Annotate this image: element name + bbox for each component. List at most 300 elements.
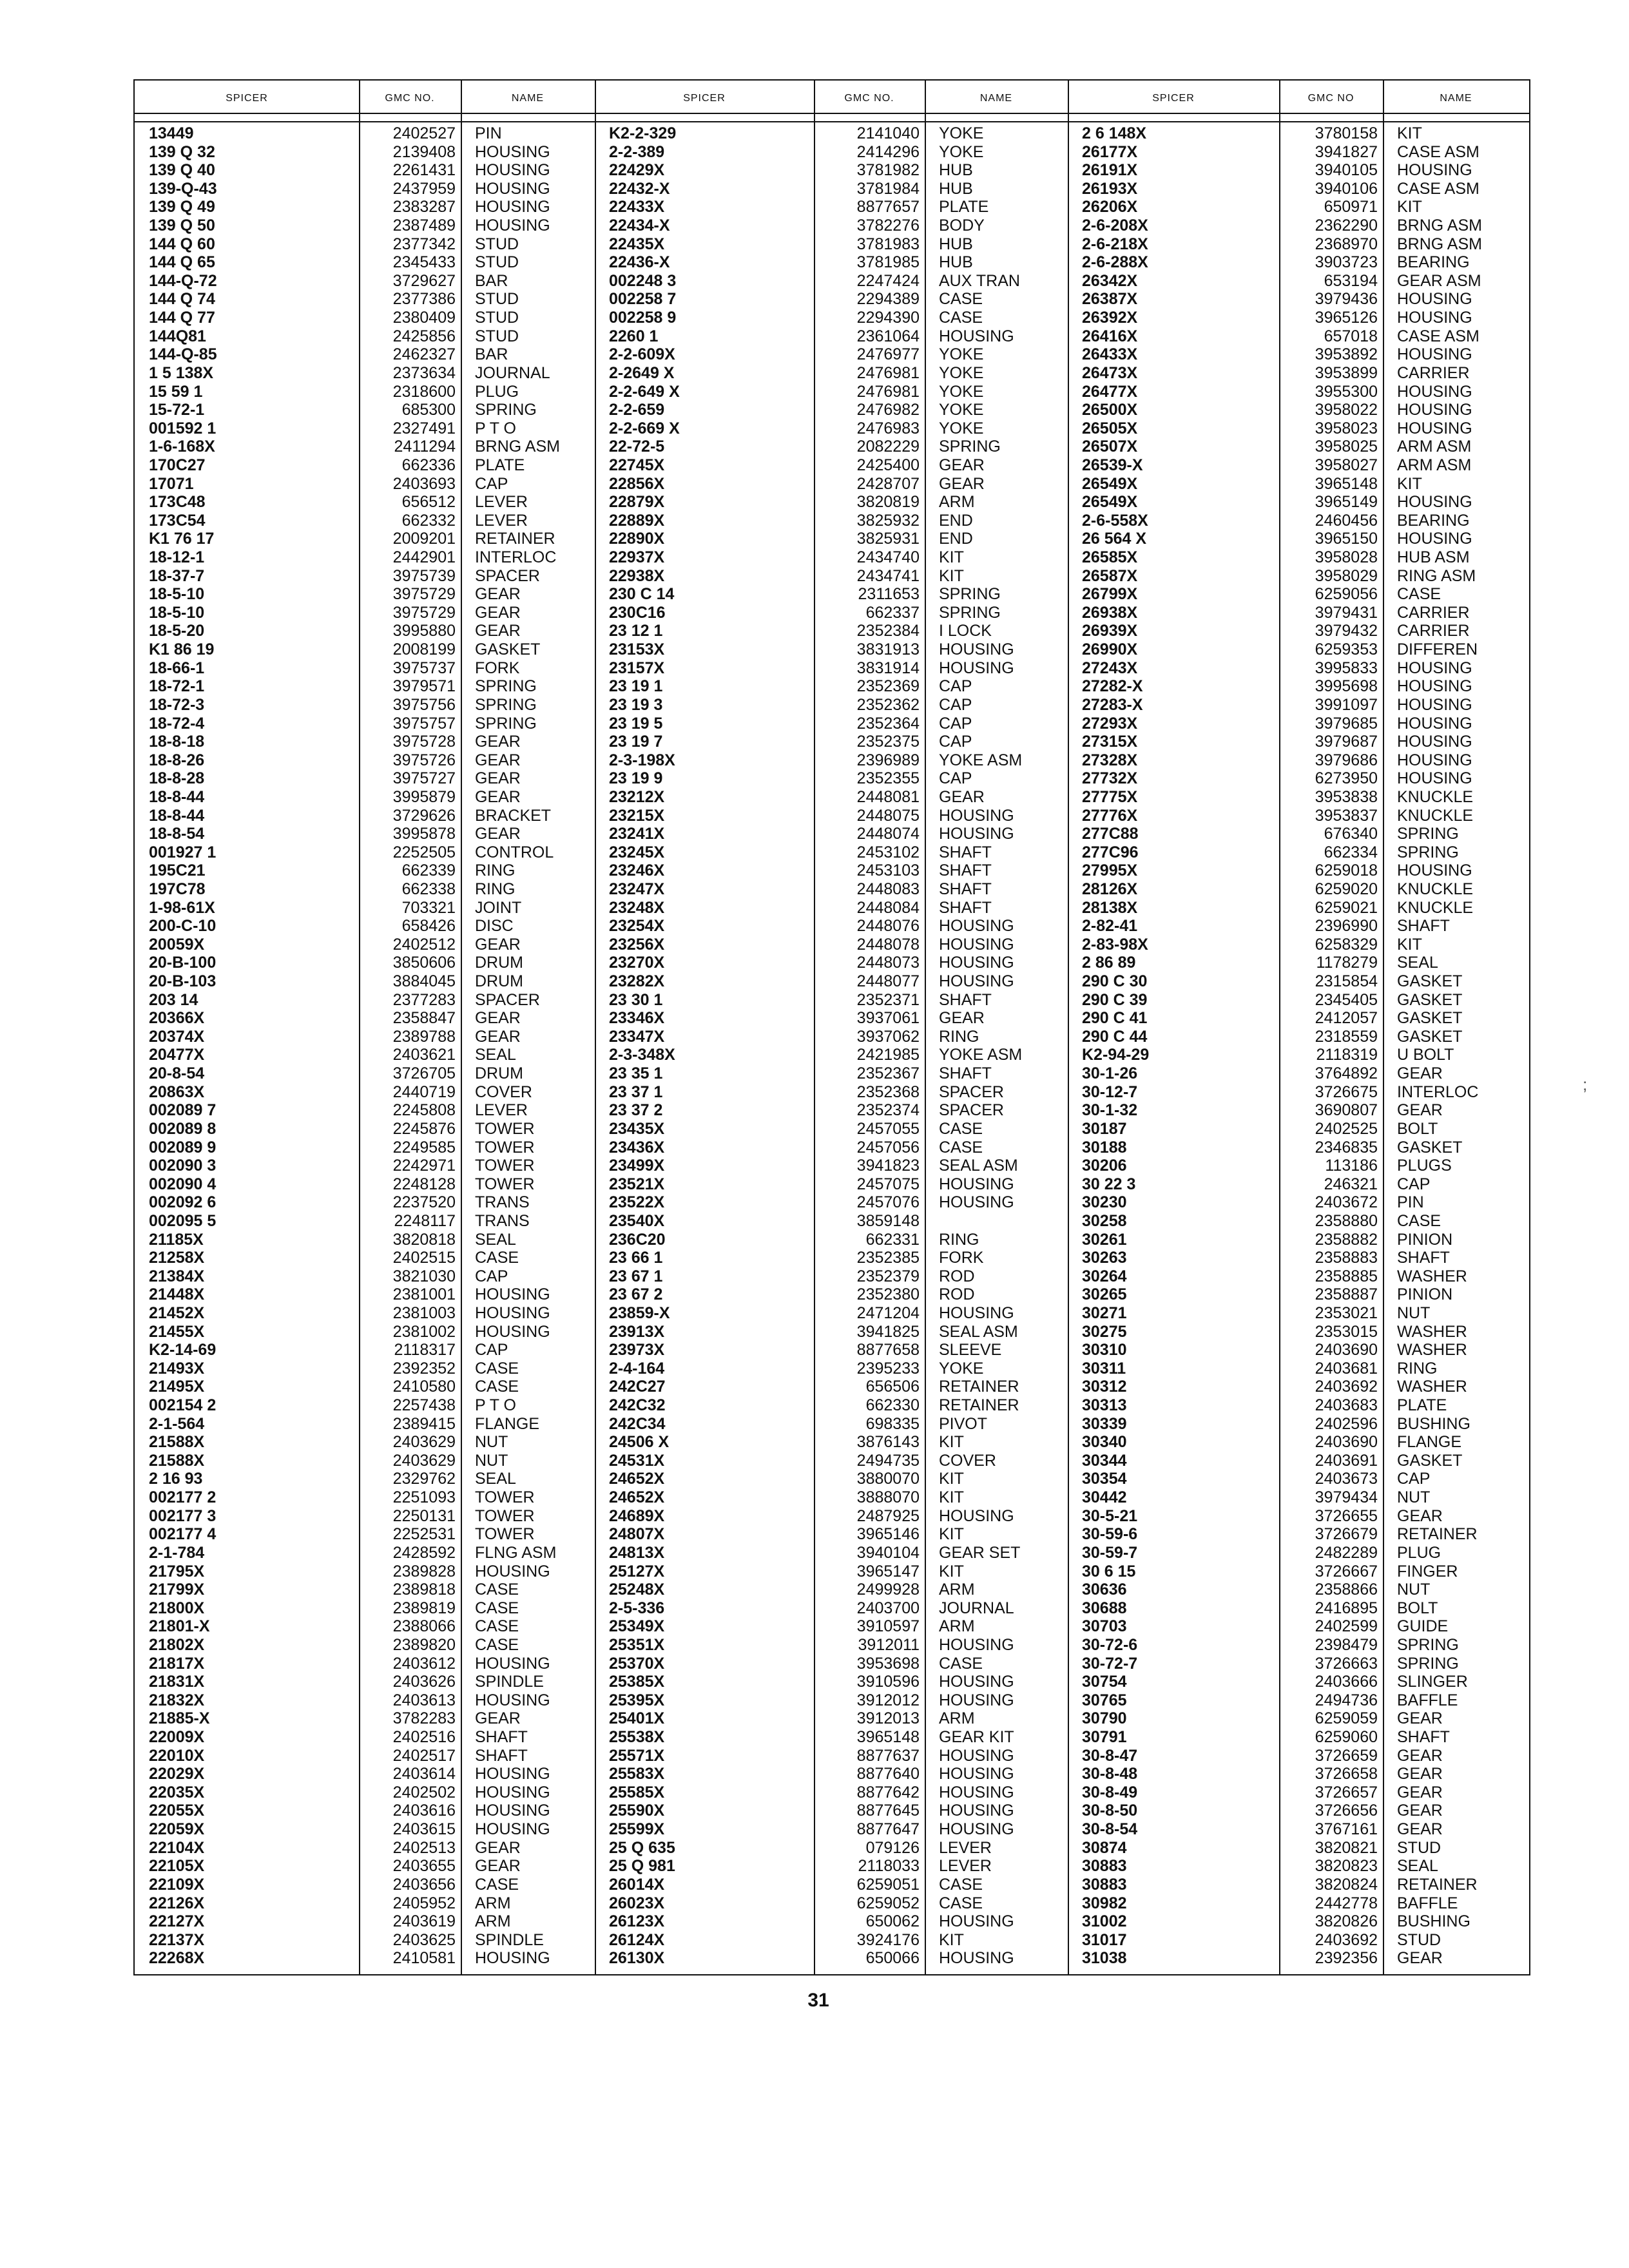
spicer-part-number: 30-8-49 xyxy=(1082,1783,1138,1802)
part-name: HUB xyxy=(939,235,973,253)
spicer-part-number: 27732X xyxy=(1082,769,1138,788)
spicer-part-number: 23247X xyxy=(609,879,665,898)
gmc-number: 3979686 xyxy=(1315,751,1378,769)
spicer-part-number: 22055X xyxy=(149,1802,205,1820)
spicer-part-number: 25351X xyxy=(609,1635,665,1654)
gmc-number: 8877642 xyxy=(856,1783,920,1802)
spicer-part-number: 2-2-649 X xyxy=(609,382,680,401)
gmc-number: 2009201 xyxy=(392,530,456,548)
spicer-part-number: 23 19 5 xyxy=(609,714,663,733)
spicer-part-number: 30-59-7 xyxy=(1082,1543,1138,1562)
part-name: JOINT xyxy=(475,898,522,917)
gmc-number: 2403619 xyxy=(392,1912,456,1931)
part-name: P T O xyxy=(475,1396,516,1415)
part-name: GEAR xyxy=(475,585,521,604)
spicer-part-number: 30230 xyxy=(1082,1193,1127,1212)
gmc-number: 3726658 xyxy=(1315,1765,1378,1783)
gmc-number: 2353015 xyxy=(1315,1322,1378,1341)
gmc-number: 3820824 xyxy=(1315,1875,1378,1894)
gmc-number: 3953838 xyxy=(1315,787,1378,806)
part-name: HOUSING xyxy=(939,1802,1014,1820)
part-name: RING ASM xyxy=(1397,566,1476,585)
gmc-number: 2494736 xyxy=(1315,1691,1378,1709)
spicer-part-number: 2-83-98X xyxy=(1082,935,1148,954)
spicer-part-number: 26549X xyxy=(1082,493,1138,512)
part-name: SHAFT xyxy=(1397,1249,1450,1267)
gmc-number: 3975727 xyxy=(392,769,456,788)
part-name: LEVER xyxy=(939,1838,992,1857)
gmc-number: 2403614 xyxy=(392,1765,456,1783)
spicer-part-number: 27776X xyxy=(1082,806,1138,825)
part-name: RING xyxy=(939,1230,979,1249)
gmc-number: 6259051 xyxy=(856,1875,920,1894)
part-name: GASKET xyxy=(1397,1027,1463,1046)
spicer-part-number: 27282-X xyxy=(1082,677,1143,696)
part-name: SLEEVE xyxy=(939,1341,1002,1360)
gmc-number: 2245876 xyxy=(392,1119,456,1138)
part-name: SEAL xyxy=(1397,1857,1438,1876)
spicer-part-number: 30-59-6 xyxy=(1082,1525,1138,1544)
gmc-number: 8877657 xyxy=(856,198,920,216)
part-name: SEAL xyxy=(475,1470,516,1488)
part-name: FINGER xyxy=(1397,1562,1458,1581)
spicer-part-number: 26023X xyxy=(609,1894,665,1912)
gmc-number: 3726655 xyxy=(1315,1506,1378,1525)
part-name: RING xyxy=(1397,1359,1438,1378)
spicer-part-number: 27328X xyxy=(1082,751,1138,769)
part-name: HOUSING xyxy=(1397,861,1472,880)
spicer-part-number: 2-4-164 xyxy=(609,1359,665,1378)
gmc-number: 3940106 xyxy=(1315,179,1378,198)
gmc-number: 2141040 xyxy=(856,124,920,142)
spicer-part-number: 23435X xyxy=(609,1119,665,1138)
spicer-part-number: 23913X xyxy=(609,1322,665,1341)
gmc-number: 3995879 xyxy=(392,787,456,806)
spicer-part-number: 25 Q 635 xyxy=(609,1838,675,1857)
spicer-part-number: 21800X xyxy=(149,1599,205,1617)
part-name: YOKE xyxy=(939,142,984,161)
gmc-number: 3979685 xyxy=(1315,714,1378,733)
spicer-part-number: 24689X xyxy=(609,1506,665,1525)
spicer-part-number: 20477X xyxy=(149,1046,205,1064)
part-name: HOUSING xyxy=(475,216,550,235)
gmc-number: 113186 xyxy=(1325,1157,1378,1175)
gmc-number: 2381001 xyxy=(392,1285,456,1304)
spicer-part-number: 30-8-54 xyxy=(1082,1820,1138,1839)
gmc-number: 3995833 xyxy=(1315,658,1378,677)
spicer-part-number: 30883 xyxy=(1082,1857,1127,1876)
spicer-part-number: 25349X xyxy=(609,1617,665,1636)
spicer-part-number: 21493X xyxy=(149,1359,205,1378)
spicer-part-number: 30206 xyxy=(1082,1157,1127,1175)
spicer-part-number: 30754 xyxy=(1082,1673,1127,1691)
part-name: GEAR xyxy=(1397,1820,1443,1839)
gmc-number: 2476982 xyxy=(856,401,920,419)
part-name: GEAR xyxy=(475,603,521,622)
part-name: CASE xyxy=(475,1875,519,1894)
spicer-part-number: 242C34 xyxy=(609,1414,666,1433)
part-name: RING xyxy=(939,1027,979,1046)
spicer-part-number: 21801-X xyxy=(149,1617,210,1636)
part-name: CASE xyxy=(475,1581,519,1599)
part-name: CASE xyxy=(939,1119,983,1138)
part-name: CAP xyxy=(939,714,972,733)
part-name: GEAR xyxy=(475,1709,521,1728)
spicer-part-number: 139 Q 32 xyxy=(149,142,215,161)
part-name: KIT xyxy=(1397,474,1422,493)
spicer-part-number: 002177 3 xyxy=(149,1506,217,1525)
gmc-number: 2118319 xyxy=(1316,1046,1378,1064)
spicer-part-number: 23215X xyxy=(609,806,665,825)
part-name: HOUSING xyxy=(939,1691,1014,1709)
spicer-column xyxy=(1068,124,1279,1968)
gmc-number: 3780158 xyxy=(1315,124,1378,142)
spicer-part-number: 18-72-4 xyxy=(149,714,205,733)
part-name: HOUSING xyxy=(939,1765,1014,1783)
spicer-part-number: 26585X xyxy=(1082,548,1138,567)
gmc-number: 3781982 xyxy=(856,161,920,180)
part-name: SEAL xyxy=(475,1046,516,1064)
gmc-number: 2346835 xyxy=(1315,1138,1378,1157)
spicer-part-number: 170C27 xyxy=(149,456,206,474)
gmc-number: 2453102 xyxy=(856,843,920,861)
spicer-part-number: 21588X xyxy=(149,1451,205,1470)
gmc-number: 2373634 xyxy=(392,363,456,382)
gmc-number: 3940105 xyxy=(1315,161,1378,180)
spicer-part-number: 25583X xyxy=(609,1765,665,1783)
part-name: SHAFT xyxy=(939,861,992,880)
gmc-number: 2329762 xyxy=(392,1470,456,1488)
part-name: SPACER xyxy=(475,990,540,1009)
part-name: ARM xyxy=(939,1709,975,1728)
part-name: U BOLT xyxy=(1397,1046,1454,1064)
part-name: HOUSING xyxy=(475,161,550,180)
spicer-part-number: 23282X xyxy=(609,972,665,991)
spicer-part-number: 23540X xyxy=(609,1211,665,1230)
spicer-part-number: 26990X xyxy=(1082,640,1138,659)
gmc-number: 2352362 xyxy=(856,695,920,714)
gmc-number: 2139408 xyxy=(392,142,456,161)
part-name: ARM xyxy=(939,1617,975,1636)
spicer-part-number: 23245X xyxy=(609,843,665,861)
spicer-part-number: 26387X xyxy=(1082,290,1138,309)
part-name: CAP xyxy=(475,474,508,493)
spicer-part-number: 22745X xyxy=(609,456,665,474)
gmc-number: 3876143 xyxy=(856,1433,920,1452)
spicer-part-number: 18-8-44 xyxy=(149,787,205,806)
spicer-part-number: 13449 xyxy=(149,124,194,142)
gmc-number: 3850606 xyxy=(392,954,456,972)
gmc-number: 2487925 xyxy=(856,1506,920,1525)
part-name: HOUSING xyxy=(939,806,1014,825)
spicer-part-number: 30-72-6 xyxy=(1082,1635,1138,1654)
part-name: DRUM xyxy=(475,1064,523,1083)
spicer-part-number: 24531X xyxy=(609,1451,665,1470)
spicer-part-number: 21885-X xyxy=(149,1709,210,1728)
gmc-number: 2448081 xyxy=(856,787,920,806)
part-name: RETAINER xyxy=(475,530,555,548)
gmc-number: 2403700 xyxy=(856,1599,920,1617)
spicer-part-number: 26014X xyxy=(609,1875,665,1894)
spicer-part-number: 26477X xyxy=(1082,382,1138,401)
part-name: HOUSING xyxy=(475,1562,550,1581)
part-name: HOUSING xyxy=(1397,401,1472,419)
spicer-part-number: 30261 xyxy=(1082,1230,1127,1249)
gmc-number: 2403683 xyxy=(1315,1396,1378,1415)
spicer-part-number: 25585X xyxy=(609,1783,665,1802)
gmc-number: 3820821 xyxy=(1315,1838,1378,1857)
gmc-number: 2412057 xyxy=(1315,1009,1378,1028)
spicer-part-number: 002258 9 xyxy=(609,309,677,327)
gmc-number: 2358885 xyxy=(1315,1267,1378,1285)
gmc-number: 2352371 xyxy=(856,990,920,1009)
gmc-number: 3955300 xyxy=(1315,382,1378,401)
gmc-number: 2403616 xyxy=(392,1802,456,1820)
part-name: CASE xyxy=(1397,585,1441,604)
part-name: KIT xyxy=(939,1562,964,1581)
gmc-number: 3953698 xyxy=(856,1654,920,1673)
part-name: GEAR xyxy=(475,1027,521,1046)
part-name: CASE xyxy=(1397,1211,1441,1230)
gmc-number: 2395233 xyxy=(856,1359,920,1378)
gmc-number: 3726679 xyxy=(1315,1525,1378,1544)
spicer-part-number: 20-B-100 xyxy=(149,954,217,972)
spicer-part-number: 002258 7 xyxy=(609,290,677,309)
gmc-number: 3781983 xyxy=(856,235,920,253)
gmc-number: 3979432 xyxy=(1315,622,1378,640)
spicer-part-number: 002095 5 xyxy=(149,1211,217,1230)
spicer-part-number: K1 86 19 xyxy=(149,640,215,659)
part-name: GASKET xyxy=(1397,1009,1463,1028)
header-name-1: NAME xyxy=(511,93,545,104)
part-name: HOUSING xyxy=(475,142,550,161)
gmc-number: 2403615 xyxy=(392,1820,456,1839)
part-name xyxy=(925,1212,1068,1231)
gmc-number: 2403673 xyxy=(1315,1470,1378,1488)
spicer-part-number: 30354 xyxy=(1082,1470,1127,1488)
spicer-part-number: 27243X xyxy=(1082,658,1138,677)
gmc-number: 3979571 xyxy=(392,677,456,696)
spicer-part-number: 18-5-10 xyxy=(149,585,205,604)
spicer-part-number: 002090 4 xyxy=(149,1175,217,1193)
gmc-number: 2242971 xyxy=(392,1157,456,1175)
spicer-part-number: 30-1-26 xyxy=(1082,1064,1138,1083)
part-name: CARRIER xyxy=(1397,622,1470,640)
spicer-part-number: 2-82-41 xyxy=(1082,917,1138,936)
part-name: KIT xyxy=(939,548,964,567)
spicer-part-number: 30636 xyxy=(1082,1581,1127,1599)
part-name: GEAR xyxy=(475,825,521,843)
part-name: GEAR xyxy=(1397,1802,1443,1820)
part-name: RETAINER xyxy=(939,1378,1019,1396)
part-name: SHAFT xyxy=(939,990,992,1009)
spicer-part-number: 22029X xyxy=(149,1765,205,1783)
part-name: STUD xyxy=(1397,1838,1441,1857)
spicer-part-number: 20366X xyxy=(149,1009,205,1028)
gmc-number: 3820818 xyxy=(392,1230,456,1249)
spicer-part-number: 2-3-348X xyxy=(609,1046,675,1064)
spicer-part-number: 002248 3 xyxy=(609,271,677,290)
gmc-number: 3975728 xyxy=(392,733,456,751)
gmc-number: 2440719 xyxy=(392,1082,456,1101)
spicer-part-number: 23246X xyxy=(609,861,665,880)
spicer-part-number: 002089 8 xyxy=(149,1119,217,1138)
gmc-number: 2402512 xyxy=(392,935,456,954)
spicer-part-number: 30790 xyxy=(1082,1709,1127,1728)
spicer-part-number: 2-6-208X xyxy=(1082,216,1148,235)
part-name: GEAR xyxy=(1397,1783,1443,1802)
part-name: HOUSING xyxy=(939,917,1014,936)
gmc-number: 2499928 xyxy=(856,1581,920,1599)
spicer-part-number: 15-72-1 xyxy=(149,401,205,419)
gmc-number: 2352385 xyxy=(856,1249,920,1267)
gmc-number: 3903723 xyxy=(1315,253,1378,272)
gmc-number: 3965149 xyxy=(1315,493,1378,512)
gmc-number: 2247424 xyxy=(856,271,920,290)
gmc-number: 2389820 xyxy=(392,1635,456,1654)
gmc-number: 2008199 xyxy=(392,640,456,659)
spicer-part-number: 002154 2 xyxy=(149,1396,217,1415)
part-name: KNUCKLE xyxy=(1397,879,1474,898)
gmc-number: 3825931 xyxy=(856,530,920,548)
spicer-part-number: 21495X xyxy=(149,1378,205,1396)
part-name: GASKET xyxy=(1397,1451,1463,1470)
part-name: RING xyxy=(475,861,516,880)
spicer-part-number: 18-8-18 xyxy=(149,733,205,751)
part-name: BEARING xyxy=(1397,253,1470,272)
gmc-number: 650066 xyxy=(865,1949,920,1968)
spicer-part-number: 27315X xyxy=(1082,733,1138,751)
part-name: GEAR xyxy=(1397,1949,1443,1968)
part-name: SEAL ASM xyxy=(939,1157,1018,1175)
part-name: KIT xyxy=(939,1433,964,1452)
gmc-number: 2381003 xyxy=(392,1304,456,1322)
spicer-part-number: 23212X xyxy=(609,787,665,806)
part-name: YOKE xyxy=(939,124,984,142)
gmc-number: 2345405 xyxy=(1315,990,1378,1009)
part-name-column xyxy=(1383,124,1529,1968)
part-name: SHAFT xyxy=(475,1728,528,1747)
gmc-number: 2402516 xyxy=(392,1728,456,1747)
spicer-part-number: 25395X xyxy=(609,1691,665,1709)
gmc-number: 2352374 xyxy=(856,1101,920,1120)
gmc-number: 2402513 xyxy=(392,1838,456,1857)
part-name: GASKET xyxy=(1397,990,1463,1009)
spicer-part-number: 22127X xyxy=(149,1912,205,1931)
spicer-part-number: 2-2649 X xyxy=(609,363,675,382)
header-spicer-2: SPICER xyxy=(683,93,726,104)
part-name: HOUSING xyxy=(939,1783,1014,1802)
part-name: LEVER xyxy=(475,493,528,512)
part-name: PINION xyxy=(1397,1285,1453,1304)
gmc-number: 2403672 xyxy=(1315,1193,1378,1212)
spicer-part-number: 23270X xyxy=(609,954,665,972)
part-name: TRANS xyxy=(475,1211,530,1230)
part-name: SHAFT xyxy=(1397,917,1450,936)
gmc-number: 3941825 xyxy=(856,1322,920,1341)
gmc-number: 2403666 xyxy=(1315,1673,1378,1691)
gmc-number: 2457055 xyxy=(856,1119,920,1138)
gmc-number: 3820823 xyxy=(1315,1857,1378,1876)
gmc-number: 2442901 xyxy=(392,548,456,567)
spicer-part-number: 26587X xyxy=(1082,566,1138,585)
gmc-number: 656512 xyxy=(401,493,456,512)
part-name: DRUM xyxy=(475,954,523,972)
gmc-number: 3975739 xyxy=(392,566,456,585)
part-name: GEAR xyxy=(475,935,521,954)
spicer-part-number: 27775X xyxy=(1082,787,1138,806)
spicer-part-number: 18-66-1 xyxy=(149,658,205,677)
part-name: END xyxy=(939,511,973,530)
spicer-part-number: 30 6 15 xyxy=(1082,1562,1136,1581)
part-name: TOWER xyxy=(475,1488,535,1507)
part-name: YOKE ASM xyxy=(939,1046,1023,1064)
spicer-part-number: K2-94-29 xyxy=(1082,1046,1150,1064)
part-name: GEAR xyxy=(475,622,521,640)
part-name: HOUSING xyxy=(1397,530,1472,548)
spicer-part-number: K2-2-329 xyxy=(609,124,677,142)
spicer-part-number: 26193X xyxy=(1082,179,1138,198)
part-name: GEAR xyxy=(475,787,521,806)
spicer-part-number: 290 C 39 xyxy=(1082,990,1148,1009)
header-divider xyxy=(135,113,1529,114)
gmc-number: 658426 xyxy=(401,917,456,936)
spicer-column xyxy=(135,124,359,1968)
part-name: HOUSING xyxy=(475,1949,550,1968)
gmc-number: 703321 xyxy=(401,898,456,917)
spicer-part-number: 30-72-7 xyxy=(1082,1654,1138,1673)
part-name: PIVOT xyxy=(939,1414,988,1433)
spicer-part-number: 23 37 2 xyxy=(609,1101,663,1120)
part-name: HOUSING xyxy=(1397,382,1472,401)
spicer-part-number: 2 6 148X xyxy=(1082,124,1147,142)
part-name: LEVER xyxy=(939,1857,992,1876)
gmc-number: 2410581 xyxy=(392,1949,456,1968)
spicer-part-number: 230C16 xyxy=(609,603,666,622)
gmc-number: 2294390 xyxy=(856,309,920,327)
spicer-part-number: 25127X xyxy=(609,1562,665,1581)
part-name: PLUGS xyxy=(1397,1157,1452,1175)
part-name-column xyxy=(925,124,1068,1968)
gmc-number: 3975729 xyxy=(392,603,456,622)
part-name: KIT xyxy=(939,1488,964,1507)
spicer-part-number: 002089 9 xyxy=(149,1138,217,1157)
gmc-number: 2471204 xyxy=(856,1304,920,1322)
gmc-number: 2377283 xyxy=(392,990,456,1009)
gmc-number: 650971 xyxy=(1324,198,1378,216)
part-name: PLATE xyxy=(939,198,989,216)
spicer-part-number: 1-98-61X xyxy=(149,898,215,917)
spicer-part-number: 26206X xyxy=(1082,198,1138,216)
gmc-number: 3912012 xyxy=(856,1691,920,1709)
gmc-number: 2448074 xyxy=(856,825,920,843)
gmc-number: 3912013 xyxy=(856,1709,920,1728)
spicer-part-number: 2-2-609X xyxy=(609,345,675,364)
header-gmc-2: GMC NO. xyxy=(844,93,894,104)
spicer-part-number: 173C48 xyxy=(149,493,206,512)
part-name: CAP xyxy=(1397,1470,1431,1488)
spicer-part-number: 26130X xyxy=(609,1949,665,1968)
gmc-number: 2416895 xyxy=(1315,1599,1378,1617)
part-name: TOWER xyxy=(475,1119,535,1138)
gmc-number: 2389818 xyxy=(392,1581,456,1599)
part-name: HOUSING xyxy=(475,179,550,198)
spicer-part-number: 26938X xyxy=(1082,603,1138,622)
spicer-part-number: 20059X xyxy=(149,935,205,954)
gmc-number: 2252505 xyxy=(392,843,456,861)
part-name: ARM xyxy=(475,1894,511,1912)
spicer-part-number: 144-Q-85 xyxy=(149,345,217,364)
